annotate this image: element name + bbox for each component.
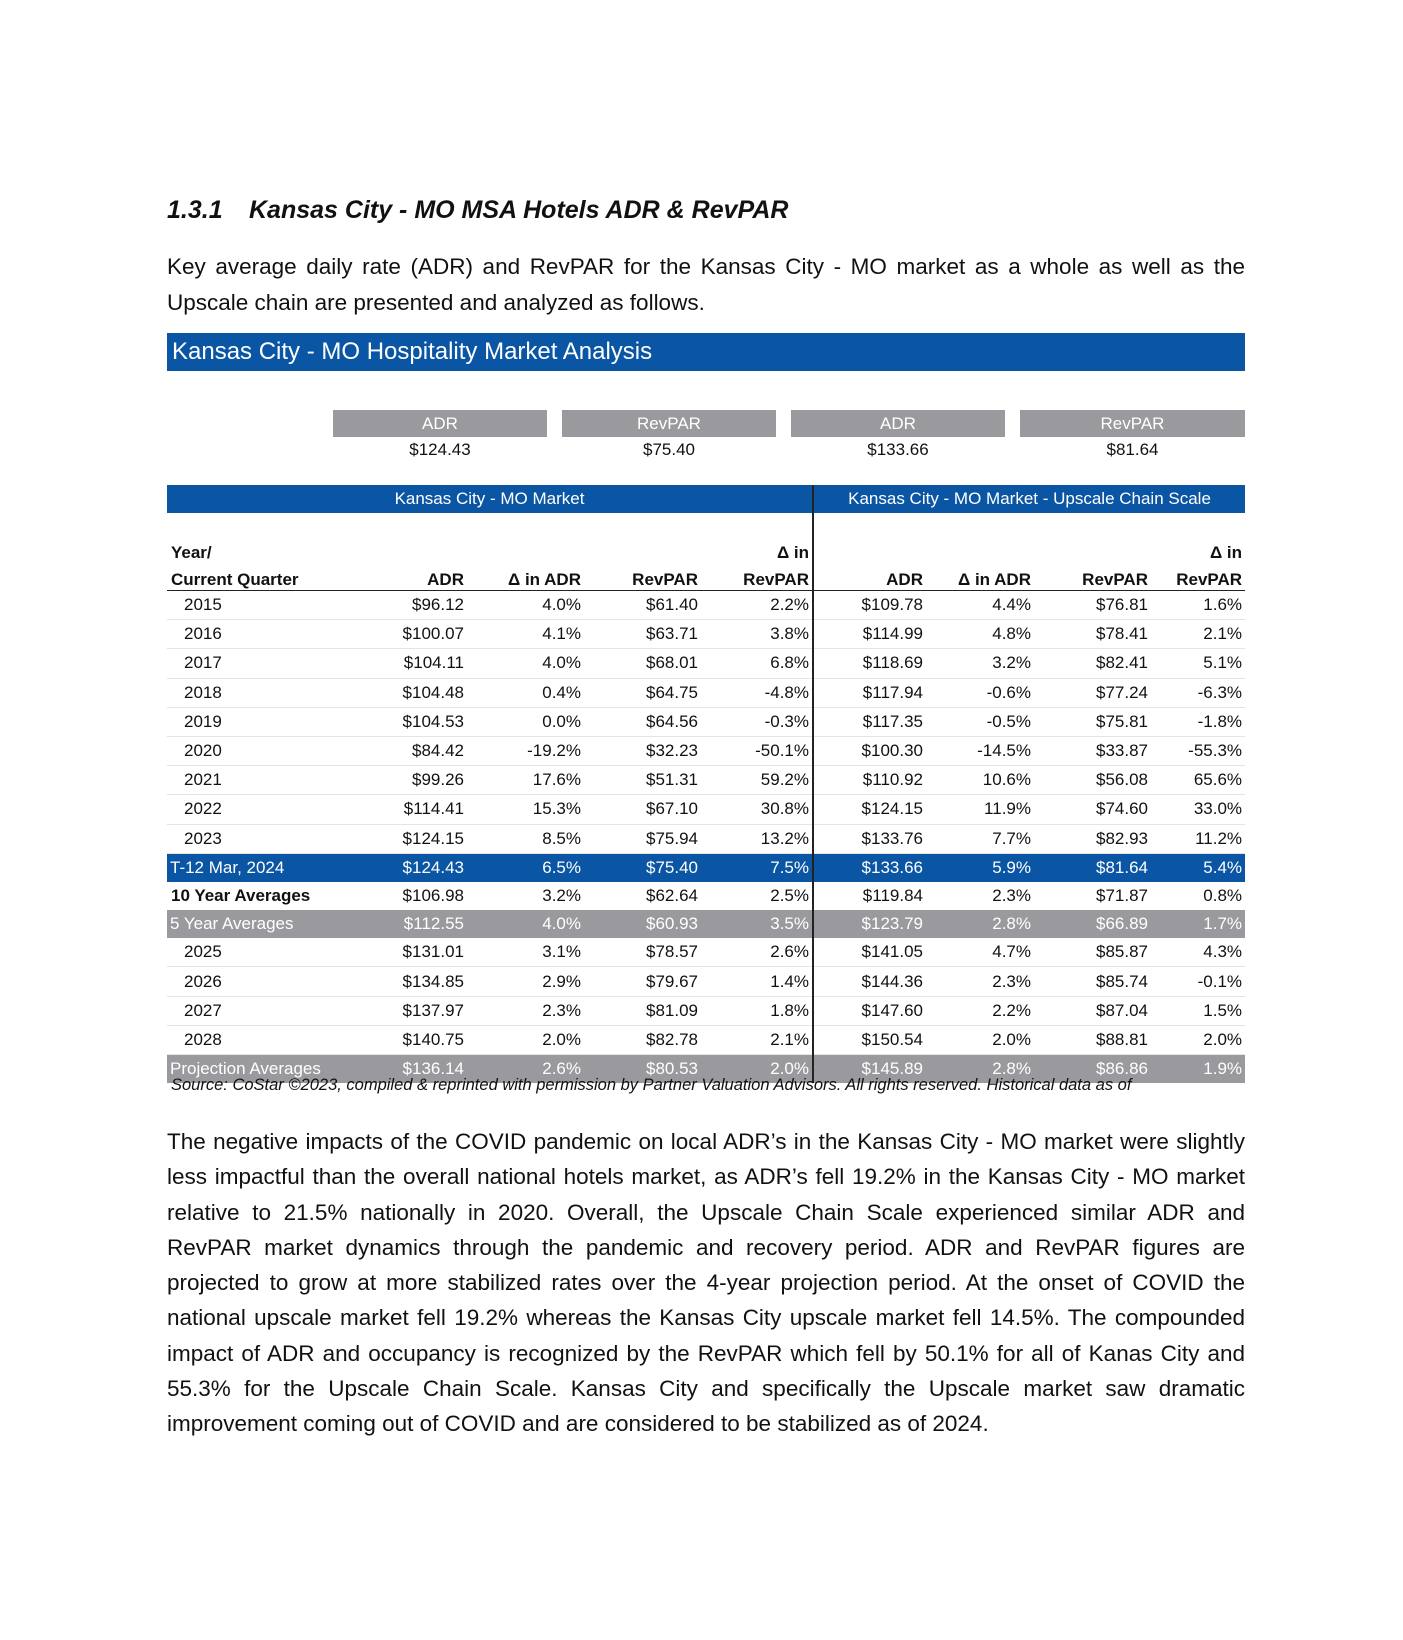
column-header-1-5 xyxy=(813,536,926,563)
table-cell: $77.24 xyxy=(1034,678,1151,707)
table-cell: $81.09 xyxy=(584,996,701,1025)
table-cell: $76.81 xyxy=(1034,591,1151,620)
table-cell: $75.81 xyxy=(1034,707,1151,736)
table-cell: $32.23 xyxy=(584,736,701,765)
table-cell: 4.0% xyxy=(467,649,584,678)
table-row xyxy=(167,853,1245,882)
table-cell: -6.3% xyxy=(1151,678,1245,707)
market-summary xyxy=(167,333,1245,459)
table-cell: $106.98 xyxy=(402,885,464,905)
table-cell: 2.3% xyxy=(467,996,584,1025)
table-cell: $81.64 xyxy=(1034,853,1151,882)
table-row xyxy=(167,649,1245,678)
table-cell: 11.9% xyxy=(926,795,1034,824)
table-cell: 8.5% xyxy=(467,824,584,853)
table-cell: $66.89 xyxy=(1034,910,1151,938)
table-cell: -0.3% xyxy=(701,707,813,736)
table-cell: $117.94 xyxy=(813,678,926,707)
table-cell: 1.4% xyxy=(701,967,813,996)
table-cell: 0.8% xyxy=(1203,885,1243,905)
table-row xyxy=(167,967,1245,996)
table-cell: $133.66 xyxy=(813,853,926,882)
table-cell: -55.3% xyxy=(1151,736,1245,765)
table-cell: 3.2% xyxy=(926,649,1034,678)
table-cell: $145.89 xyxy=(813,1055,926,1084)
table-cell: $56.08 xyxy=(1034,766,1151,795)
table-cell: 1.7% xyxy=(1151,910,1245,938)
table-cell: $124.43 xyxy=(367,853,467,882)
table-cell: $75.94 xyxy=(584,824,701,853)
table-cell: $51.31 xyxy=(584,766,701,795)
row-label: 2021 xyxy=(167,766,367,795)
column-header-2-7: RevPAR xyxy=(1034,563,1151,591)
column-header-2-6: Δ in ADR xyxy=(926,563,1034,591)
table-cell: $147.60 xyxy=(813,996,926,1025)
column-header-1-1 xyxy=(367,536,467,563)
table-cell: 1.6% xyxy=(1151,591,1245,620)
table-cell: 59.2% xyxy=(701,766,813,795)
table-row xyxy=(167,882,1245,910)
row-label: 2023 xyxy=(167,824,367,853)
adr-revpar-table xyxy=(167,485,1245,1083)
table-cell: 11.2% xyxy=(1151,824,1245,853)
table-cell: $104.53 xyxy=(367,707,467,736)
table-row xyxy=(167,824,1245,853)
table-cell: 6.8% xyxy=(701,649,813,678)
group-header-upscale: Kansas City - MO Market - Upscale Chain Scale xyxy=(813,485,1245,513)
column-header-2-0: Current Quarter xyxy=(167,563,367,591)
table-cell: 1.9% xyxy=(1151,1055,1245,1084)
table-cell: $85.87 xyxy=(1034,938,1151,967)
table-cell: $64.75 xyxy=(584,678,701,707)
column-header-1-8: Δ in xyxy=(1209,543,1243,562)
table-cell: $100.30 xyxy=(813,736,926,765)
group-header-row xyxy=(167,485,1245,513)
row-label: 2017 xyxy=(167,649,367,678)
column-header-1-7 xyxy=(1034,536,1151,563)
table-row xyxy=(167,1025,1245,1054)
group-header-market: Kansas City - MO Market xyxy=(167,485,813,513)
table-cell: $109.78 xyxy=(813,591,926,620)
table-cell: $133.76 xyxy=(813,824,926,853)
table-cell: $99.26 xyxy=(367,766,467,795)
table-cell: 3.8% xyxy=(701,620,813,649)
table-cell: -0.1% xyxy=(1151,967,1245,996)
table-cell: 2.8% xyxy=(926,910,1034,938)
table-cell: 4.0% xyxy=(467,591,584,620)
table-cell: $114.99 xyxy=(813,620,926,649)
table-cell: $144.36 xyxy=(813,967,926,996)
table-cell: 2.0% xyxy=(1151,1025,1245,1054)
table-cell: $87.04 xyxy=(1034,996,1151,1025)
table-cell: 1.5% xyxy=(1151,996,1245,1025)
table-cell: 5.1% xyxy=(1151,649,1245,678)
table-cell: $75.40 xyxy=(584,853,701,882)
table-cell: 4.3% xyxy=(1151,938,1245,967)
table-cell: 10.6% xyxy=(926,766,1034,795)
table-cell: $82.41 xyxy=(1034,649,1151,678)
table-row xyxy=(167,736,1245,765)
table-cell: 2.6% xyxy=(467,1055,584,1084)
table-cell: 2.0% xyxy=(926,1025,1034,1054)
column-header-2-5: ADR xyxy=(813,563,926,591)
table-cell: -19.2% xyxy=(467,736,584,765)
column-header-row-1 xyxy=(167,536,1245,563)
table-cell: 13.2% xyxy=(701,824,813,853)
table-cell: $104.48 xyxy=(367,678,467,707)
column-header-1-4: Δ in xyxy=(701,536,813,563)
table-cell: $136.14 xyxy=(367,1055,467,1084)
summary-label-upscale-revpar: RevPAR xyxy=(1020,410,1245,437)
summary-label-revpar: RevPAR xyxy=(562,410,776,437)
summary-grid xyxy=(167,371,1245,459)
summary-label-adr: ADR xyxy=(333,410,547,437)
table-row xyxy=(167,766,1245,795)
table-cell: 1.8% xyxy=(701,996,813,1025)
table-cell: 2.8% xyxy=(926,1055,1034,1084)
table-cell: $78.57 xyxy=(584,938,701,967)
table-cell: $124.15 xyxy=(813,795,926,824)
row-label: Projection Averages xyxy=(167,1055,367,1084)
summary-value-upscale-adr: $133.66 xyxy=(867,440,929,459)
table-cell: 3.1% xyxy=(467,938,584,967)
table-cell: $74.60 xyxy=(1034,795,1151,824)
column-header-1-6 xyxy=(926,536,1034,563)
column-header-2-2: Δ in ADR xyxy=(467,563,584,591)
column-header-2-1: ADR xyxy=(367,563,467,591)
table-row xyxy=(167,996,1245,1025)
table-cell: 2.3% xyxy=(992,885,1031,905)
table-cell: $124.15 xyxy=(367,824,467,853)
table-cell: -0.5% xyxy=(926,707,1034,736)
table-cell: 2.1% xyxy=(1151,620,1245,649)
table-cell: 2.2% xyxy=(926,996,1034,1025)
row-label: 2026 xyxy=(167,967,367,996)
column-header-1-2 xyxy=(467,536,584,563)
table-cell: $104.11 xyxy=(367,649,467,678)
table-cell: $82.93 xyxy=(1034,824,1151,853)
table-cell: 4.7% xyxy=(926,938,1034,967)
intro-paragraph: Key average daily rate (ADR) and RevPAR for the Kansas City - MO market as a whole as well as the Upscale chain are presented and analyzed as follows. xyxy=(167,254,1245,315)
table-cell: $96.12 xyxy=(367,591,467,620)
column-header-1-3 xyxy=(584,536,701,563)
table-body xyxy=(167,591,1245,1084)
table-cell: $85.74 xyxy=(1034,967,1151,996)
table-cell: 2.0% xyxy=(701,1055,813,1084)
source-note: Source: CoStar ©2023, compiled & reprinted with permission by Partner Valuation Advisors. All rights reserved. Historical data as of xyxy=(171,1076,1132,1094)
row-label: 2015 xyxy=(167,591,367,620)
table-cell: 2.9% xyxy=(467,967,584,996)
table-cell: 7.7% xyxy=(926,824,1034,853)
table-cell: $117.35 xyxy=(813,707,926,736)
table-cell: 15.3% xyxy=(467,795,584,824)
row-label: 2020 xyxy=(167,736,367,765)
table-cell: $119.84 xyxy=(862,885,923,905)
table-cell: $71.87 xyxy=(1096,885,1148,905)
table-cell: $110.92 xyxy=(813,766,926,795)
row-label: 2022 xyxy=(167,795,367,824)
table-cell: -1.8% xyxy=(1151,707,1245,736)
table-cell: $114.41 xyxy=(367,795,467,824)
row-label: T-12 Mar, 2024 xyxy=(167,853,367,882)
table-cell: $60.93 xyxy=(584,910,701,938)
table-cell: 7.5% xyxy=(701,853,813,882)
table-cell: 65.6% xyxy=(1151,766,1245,795)
table-cell: 3.2% xyxy=(542,885,581,905)
table-cell: 4.0% xyxy=(467,910,584,938)
table-cell: 2.2% xyxy=(701,591,813,620)
table-cell: $82.78 xyxy=(584,1025,701,1054)
row-label: 10 Year Averages xyxy=(171,885,311,905)
table-cell: -50.1% xyxy=(701,736,813,765)
table-cell: $84.42 xyxy=(367,736,467,765)
row-label: 2019 xyxy=(167,707,367,736)
column-header-1-0: Year/ xyxy=(171,543,212,562)
table-cell: $150.54 xyxy=(813,1025,926,1054)
table-cell: $67.10 xyxy=(584,795,701,824)
table-cell: $118.69 xyxy=(813,649,926,678)
summary-value-upscale-revpar: $81.64 xyxy=(1106,440,1159,459)
table-cell: $63.71 xyxy=(584,620,701,649)
column-header-2-4: RevPAR xyxy=(701,563,813,591)
summary-value-revpar: $75.40 xyxy=(643,440,695,459)
row-label: 2016 xyxy=(167,620,367,649)
table-row xyxy=(167,910,1245,938)
table-cell: $79.67 xyxy=(584,967,701,996)
analysis-paragraph: The negative impacts of the COVID pandemic on local ADR’s in the Kansas City - MO market were slightly less impactful than the overall national hotels market, as ADR’s fell 19.2% in the Kansas City - MO market relative to 21.5% nationally in 2020. Overall, the Upscale Chain Scale experienced similar ADR and RevPAR market dynamics through the pandemic and recovery period. ADR and RevPAR figures are projected to grow at more stabilized rates over the 4-year projection period. At the onset of COVID the national upscale market fell 19.2% whereas the Kansas City upscale market fell 14.5%. The compounded impact of ADR and occupancy is recognized by the RevPAR which fell by 50.1% for all of Kanas City and 55.3% for the Upscale Chain Scale. Kansas City and specifically the Upscale market saw dramatic improvement coming out of COVID and are considered to be stabilized as of 2024. xyxy=(167,1129,1245,1437)
row-label: 2018 xyxy=(167,678,367,707)
table-cell: -0.6% xyxy=(926,678,1034,707)
table-row xyxy=(167,795,1245,824)
table-cell: $137.97 xyxy=(367,996,467,1025)
table-row xyxy=(167,620,1245,649)
column-header-2-3: RevPAR xyxy=(584,563,701,591)
table-cell: $61.40 xyxy=(584,591,701,620)
section-heading xyxy=(167,196,788,225)
table-cell: 2.3% xyxy=(926,967,1034,996)
row-label: 2028 xyxy=(167,1025,367,1054)
row-label: 2025 xyxy=(167,938,367,967)
table-cell: $78.41 xyxy=(1034,620,1151,649)
table-cell: 5.4% xyxy=(1151,853,1245,882)
table-cell: $80.53 xyxy=(584,1055,701,1084)
table-cell: $68.01 xyxy=(584,649,701,678)
table-cell: 4.1% xyxy=(467,620,584,649)
table-cell: 0.0% xyxy=(467,707,584,736)
table-cell: $141.05 xyxy=(813,938,926,967)
table-cell: 2.5% xyxy=(701,882,813,910)
table-cell: $33.87 xyxy=(1034,736,1151,765)
table-cell: 0.4% xyxy=(467,678,584,707)
column-header-row-2 xyxy=(167,563,1245,591)
table-row xyxy=(167,678,1245,707)
table-cell: 17.6% xyxy=(467,766,584,795)
table-cell: 4.8% xyxy=(926,620,1034,649)
table-cell: $86.86 xyxy=(1034,1055,1151,1084)
table-cell: $62.64 xyxy=(646,885,698,905)
table-row xyxy=(167,938,1245,967)
table-cell: $123.79 xyxy=(813,910,926,938)
table-cell: $64.56 xyxy=(584,707,701,736)
summary-label-upscale-adr: ADR xyxy=(791,410,1005,437)
table-cell: $88.81 xyxy=(1034,1025,1151,1054)
table-cell: -14.5% xyxy=(926,736,1034,765)
table-cell: 2.0% xyxy=(467,1025,584,1054)
section-title: Kansas City - MO MSA Hotels ADR & RevPAR xyxy=(249,196,789,224)
table-cell: -4.8% xyxy=(701,678,813,707)
column-header-2-8: RevPAR xyxy=(1151,563,1245,591)
table-row xyxy=(167,707,1245,736)
table-cell: $100.07 xyxy=(367,620,467,649)
row-label: 2027 xyxy=(167,996,367,1025)
table-cell: 3.5% xyxy=(701,910,813,938)
table-cell: $134.85 xyxy=(367,967,467,996)
row-label: 5 Year Averages xyxy=(167,910,367,938)
section-number: 1.3.1 xyxy=(167,196,223,224)
table-cell: 33.0% xyxy=(1151,795,1245,824)
table-cell: $140.75 xyxy=(367,1025,467,1054)
table-cell: 30.8% xyxy=(701,795,813,824)
table-cell: 5.9% xyxy=(926,853,1034,882)
table-cell: 2.1% xyxy=(701,1025,813,1054)
table-cell: $131.01 xyxy=(367,938,467,967)
table-cell: $112.55 xyxy=(367,910,467,938)
table-cell: 6.5% xyxy=(467,853,584,882)
table-cell: 2.6% xyxy=(701,938,813,967)
summary-value-adr: $124.43 xyxy=(409,440,471,459)
summary-title: Kansas City - MO Hospitality Market Analysis xyxy=(167,333,1245,371)
table-row xyxy=(167,591,1245,620)
table-cell: 4.4% xyxy=(926,591,1034,620)
